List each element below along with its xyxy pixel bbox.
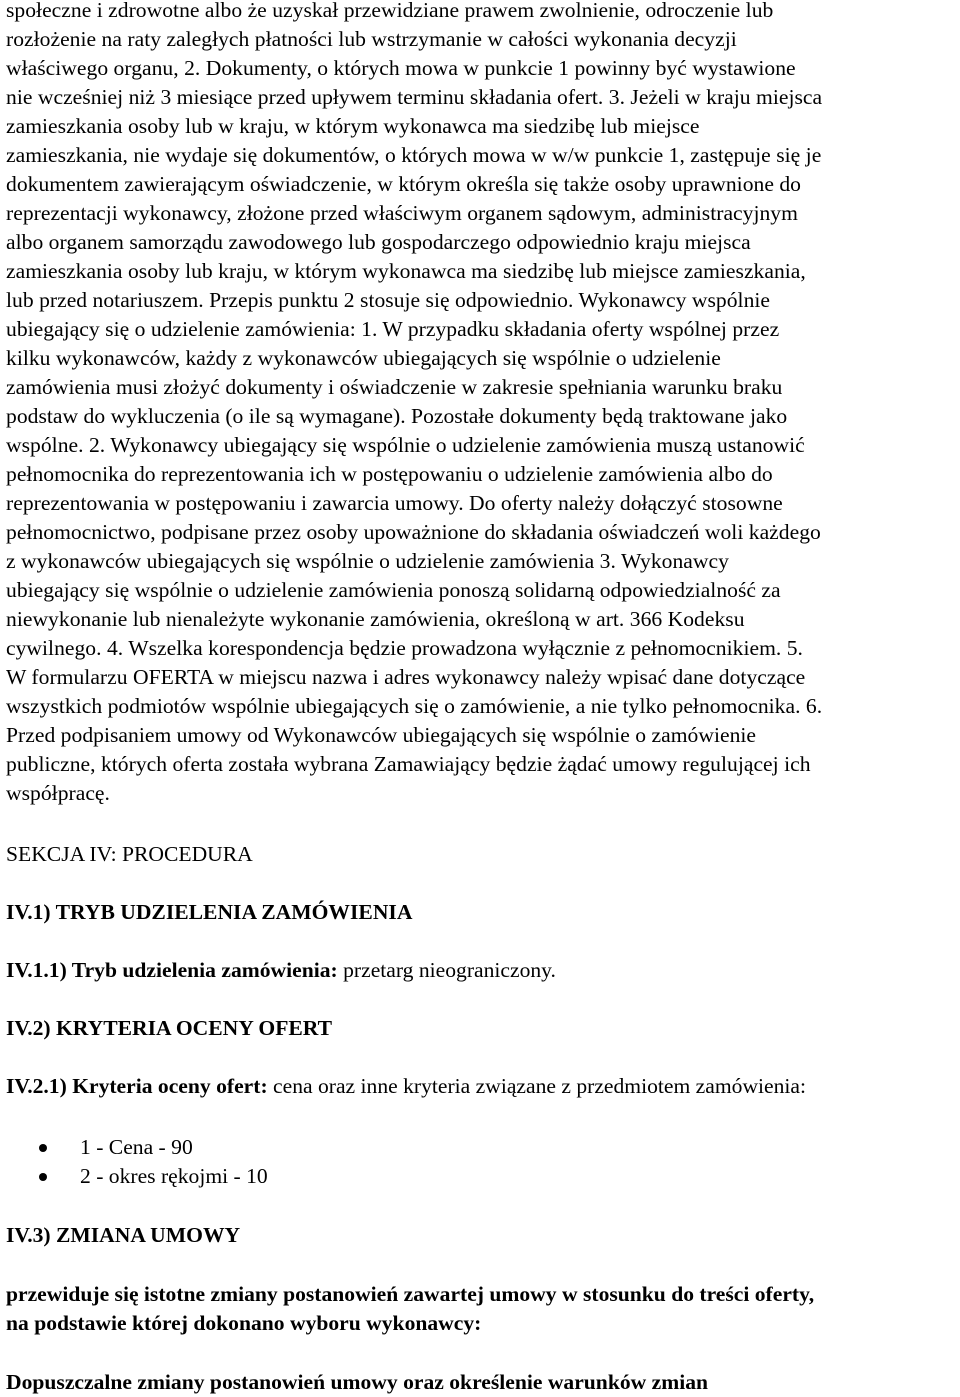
body-line: współpracę. xyxy=(6,781,110,805)
body-line: z wykonawców ubiegających się wspólnie o udzielenie zamówienia 3. Wykonawcy xyxy=(6,549,729,573)
body-line: albo organem samorządu zawodowego lub gospodarczego odpowiednio kraju miejsca xyxy=(6,230,751,254)
procedure-type-line xyxy=(6,956,556,985)
body-line: publiczne, których oferta została wybrana Zamawiający będzie żądać umowy regulującej ich xyxy=(6,752,811,776)
body-line: pełnomocnictwo, podpisane przez osoby upoważnione do składania oświadczeń woli każdego xyxy=(6,520,821,544)
list-item xyxy=(0,1162,960,1191)
body-line: reprezentowania w postępowaniu i zawarcia umowy. Do oferty należy dołączyć stosowne xyxy=(6,491,783,515)
bullet-icon xyxy=(39,1144,47,1152)
body-paragraph xyxy=(6,0,960,808)
criteria-list xyxy=(0,1133,960,1191)
body-line: cywilnego. 4. Wszelka korespondencja będzie prowadzona wyłącznie z pełnomocnikiem. 5. xyxy=(6,636,803,660)
body-line: podstaw do wykluczenia (o ile są wymagane). Pozostałe dokumenty będą traktowane jako xyxy=(6,404,788,428)
body-line: ubiegający się wspólnie o udzielenie zamówienia ponoszą solidarną odpowiedzialność za xyxy=(6,578,781,602)
body-line: wszystkich podmiotów wspólnie ubiegających się o zamówienie, a nie tylko pełnomocnika. 6. xyxy=(6,694,823,718)
body-line: wspólne. 2. Wykonawcy ubiegający się wspólnie o udzielenie zamówienia muszą ustanowić xyxy=(6,433,805,457)
body-line: niewykonanie lub nienależyte wykonanie zamówienia, określoną w art. 366 Kodeksu xyxy=(6,607,745,631)
contract-change-note xyxy=(6,1280,960,1338)
note-line: przewiduje się istotne zmiany postanowień zawartej umowy w stosunku do treści oferty, xyxy=(6,1282,815,1306)
body-line: pełnomocnika do reprezentowania ich w postępowaniu o udzielenie zamówienia albo do xyxy=(6,462,773,486)
body-line: ubiegający się o udzielenie zamówienia: 1. W przypadku składania oferty wspólnej przez xyxy=(6,317,780,341)
body-line: zamieszkania osoby lub w kraju, w którym wykonawca ma siedzibę lub miejsce xyxy=(6,114,700,138)
note-line: na podstawie której dokonano wyboru wykonawcy: xyxy=(6,1311,482,1335)
body-line: właściwego organu, 2. Dokumenty, o których mowa w punkcie 1 powinny być wystawione xyxy=(6,56,796,80)
allowed-changes-heading: Dopuszczalne zmiany postanowień umowy oraz określenie warunków zmian xyxy=(6,1370,708,1394)
procedure-type-label: IV.1.1) Tryb udzielenia zamówienia: xyxy=(6,958,338,982)
list-item xyxy=(0,1133,960,1162)
bullet-icon xyxy=(39,1173,47,1181)
body-line: reprezentacji wykonawcy, złożone przed właściwym organem sądowym, administracyjnym xyxy=(6,201,798,225)
section-heading-iv1: IV.1) TRYB UDZIELENIA ZAMÓWIENIA xyxy=(6,900,413,924)
criteria-label: IV.2.1) Kryteria oceny ofert: xyxy=(6,1074,268,1098)
criteria-value: cena oraz inne kryteria związane z przedmiotem zamówienia: xyxy=(267,1074,806,1098)
body-line: W formularzu OFERTA w miejscu nazwa i adres wykonawcy należy wpisać dane dotyczące xyxy=(6,665,806,689)
procedure-type-value: przetarg nieograniczony. xyxy=(337,958,556,982)
body-line: społeczne i zdrowotne albo że uzyskał przewidziane prawem zwolnienie, odroczenie lub xyxy=(6,0,774,22)
body-line: nie wcześniej niż 3 miesiące przed upływem terminu składania ofert. 3. Jeżeli w kraju miejsca xyxy=(6,85,823,109)
section-title: SEKCJA IV: PROCEDURA xyxy=(6,842,253,866)
body-line: rozłożenie na raty zaległych płatności lub wstrzymanie w całości wykonania decyzji xyxy=(6,27,737,51)
section-heading-iv3: IV.3) ZMIANA UMOWY xyxy=(6,1223,241,1247)
body-line: dokumentem zawierającym oświadczenie, w którym określa się także osoby uprawnione do xyxy=(6,172,801,196)
body-line: zamieszkania, nie wydaje się dokumentów, o których mowa w w/w punkcie 1, zastępuje się je xyxy=(6,143,822,167)
body-line: lub przed notariuszem. Przepis punktu 2 stosuje się odpowiednio. Wykonawcy wspólnie xyxy=(6,288,771,312)
criteria-item-text: 2 - okres rękojmi - 10 xyxy=(80,1164,268,1188)
criteria-line xyxy=(6,1072,806,1101)
body-line: kilku wykonawców, każdy z wykonawców ubiegających się wspólnie o udzielenie xyxy=(6,346,721,370)
body-line: zamówienia musi złożyć dokumenty i oświadczenie w zakresie spełniania warunku braku xyxy=(6,375,783,399)
body-line: Przed podpisaniem umowy od Wykonawców ubiegających się wspólnie o zamówienie xyxy=(6,723,757,747)
section-heading-iv2: IV.2) KRYTERIA OCENY OFERT xyxy=(6,1016,333,1040)
criteria-item-text: 1 - Cena - 90 xyxy=(80,1135,193,1159)
body-line: zamieszkania osoby lub kraju, w którym wykonawca ma siedzibę lub miejsce zamieszkania, xyxy=(6,259,806,283)
